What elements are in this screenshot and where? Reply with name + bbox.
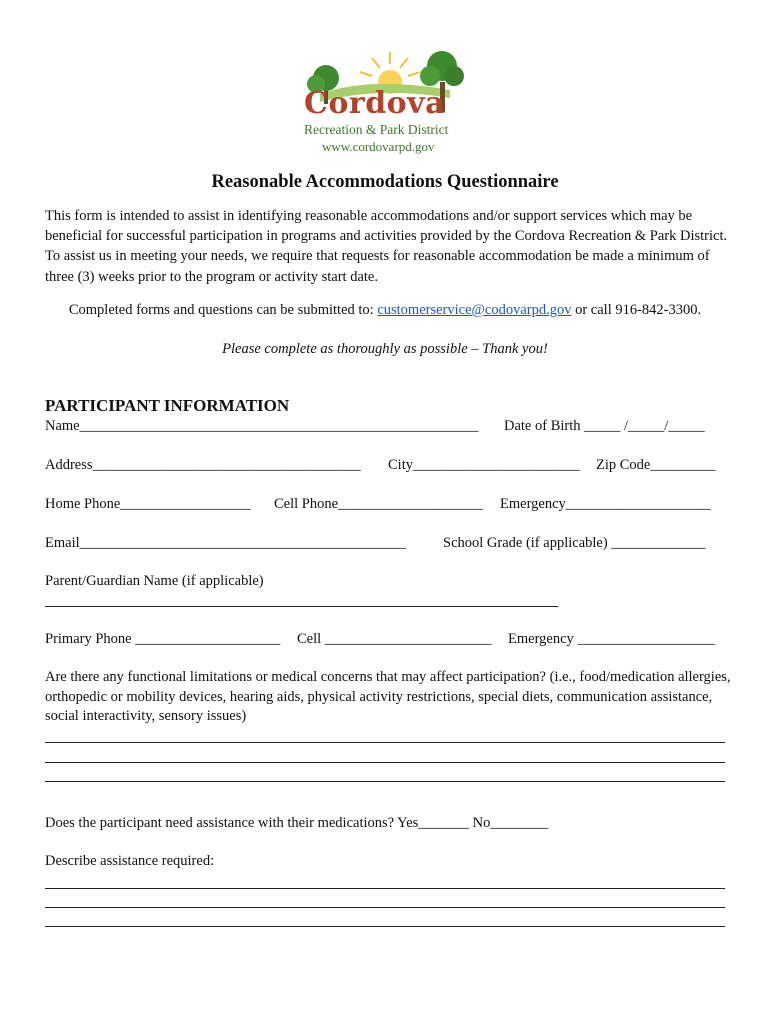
answer-line[interactable]: [45, 742, 725, 743]
cell-field[interactable]: Cell _______________________: [297, 631, 492, 647]
org-name: Cordova: [304, 86, 446, 121]
city-field[interactable]: City_______________________: [388, 457, 580, 473]
home-phone-field[interactable]: Home Phone__________________: [45, 496, 251, 512]
describe-line[interactable]: [45, 888, 725, 889]
org-subtitle: Recreation & Park District: [304, 122, 449, 137]
zip-field[interactable]: Zip Code_________: [596, 457, 716, 473]
intro-paragraph: This form is intended to assist in identifying reasonable accommodations and/or support services which may be beneficial for successful participation in programs and activities provided by the Cordova Recreation & Park District. To assist us in meeting your needs, we require that requests for reasonable accommodation be made a minimum of three (3) weeks prior to the program or activity start date.: [45, 208, 728, 285]
submit-prefix: Completed forms and questions can be submitted to:: [68, 302, 374, 318]
describe-line[interactable]: [45, 926, 725, 927]
primary-phone-field[interactable]: Primary Phone ____________________: [45, 631, 281, 647]
dob-field[interactable]: Date of Birth _____ /_____/_____: [504, 418, 705, 434]
thank-you-note: Please complete as thoroughly as possible – Thank you!: [222, 341, 548, 357]
section-title: PARTICIPANT INFORMATION: [45, 396, 290, 415]
name-field[interactable]: Name_______________________________________________________: [45, 418, 479, 434]
email-link[interactable]: customerservice@codovarpd.gov: [377, 302, 572, 318]
answer-line[interactable]: [45, 762, 725, 763]
school-grade-field[interactable]: School Grade (if applicable) _____________: [443, 535, 706, 551]
guardian-line[interactable]: [45, 606, 558, 607]
emergency-field[interactable]: Emergency____________________: [500, 496, 711, 512]
describe-line[interactable]: [45, 907, 725, 908]
medications-question[interactable]: Does the participant need assistance with their medications? Yes_______ No________: [45, 815, 549, 831]
form-title: Reasonable Accommodations Questionnaire: [211, 172, 559, 192]
address-field[interactable]: Address_____________________________________: [45, 457, 361, 473]
org-url: www.cordovarpd.gov: [322, 139, 435, 154]
answer-line[interactable]: [45, 781, 725, 782]
email-field[interactable]: Email_____________________________________________: [45, 535, 406, 551]
describe-label: Describe assistance required:: [45, 853, 215, 869]
cell-phone-field[interactable]: Cell Phone____________________: [274, 496, 484, 512]
guardian-label: Parent/Guardian Name (if applicable): [45, 573, 264, 589]
submit-suffix: or call 916-842-3300.: [575, 302, 702, 318]
emergency2-field[interactable]: Emergency ___________________: [508, 631, 716, 647]
limitations-question: Are there any functional limitations or medical concerns that may affect participation? (i.e., food/medication allergies, orthopedic or mobility devices, hearing aids, physical activity restrictions, special diets, communication assistance, social interactivity, sensory issues): [45, 669, 731, 724]
submit-instructions: [0, 302, 770, 319]
